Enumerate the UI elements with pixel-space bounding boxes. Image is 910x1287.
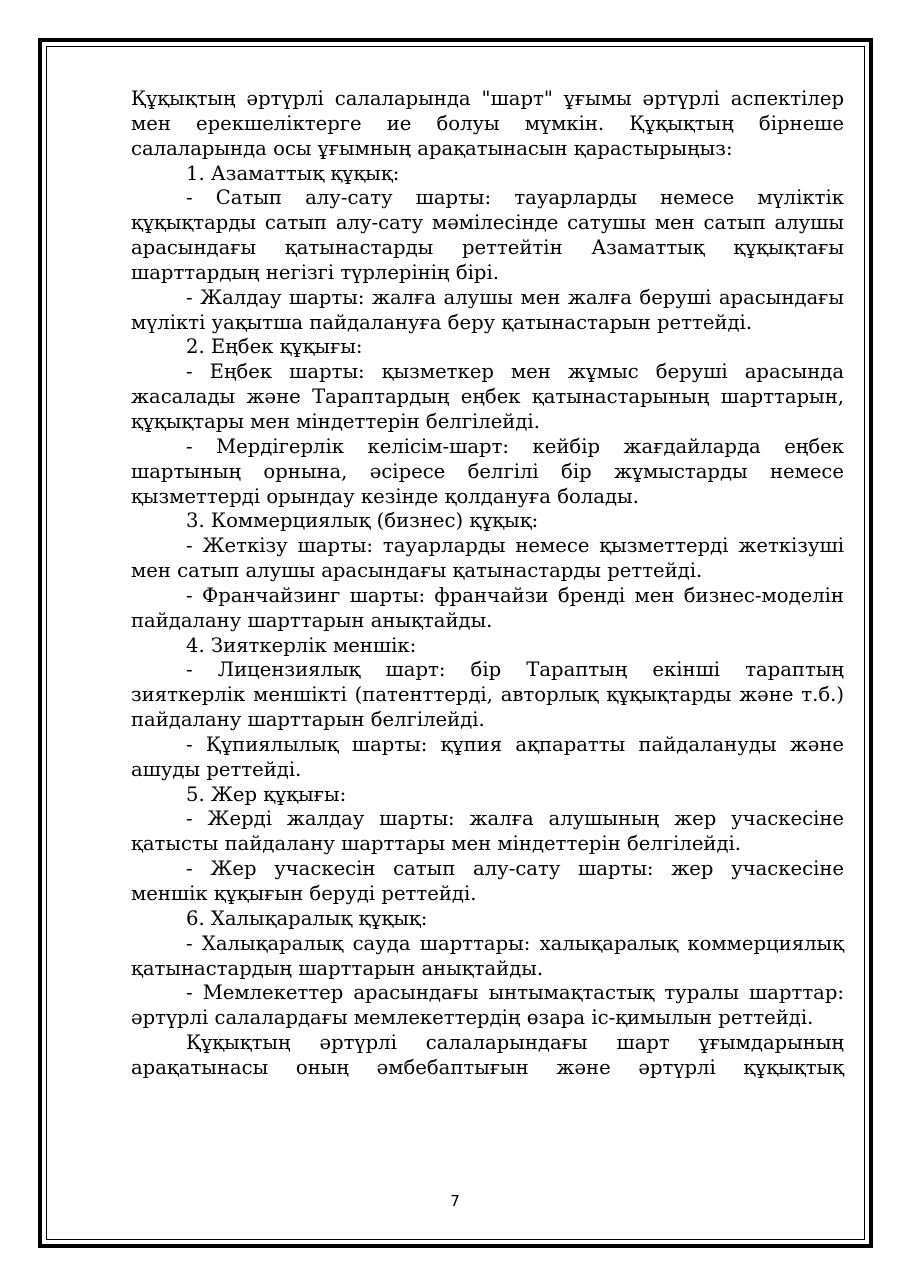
paragraph: 1. Азаматтық құқық: xyxy=(186,161,400,185)
paragraph: - Құпиялылық шарты: құпия ақпаратты пайдалануды және ашуды реттейді. xyxy=(131,732,844,781)
paragraph: - Жеткізу шарты: тауарларды немесе қызметтерді жеткізуші мен сатып алушы арасындағы қатынастарды реттейді. xyxy=(131,534,844,583)
paragraph: 6. Халықаралық құқық: xyxy=(186,906,428,930)
paragraph: - Мердігерлік келісім-шарт: кейбір жағдайларда еңбек шартының орнына, әсіресе белгілі бір жұмыстарды немесе қызметтерді орындау кезінде қолдануға болады. xyxy=(131,434,844,508)
paragraph: 2. Еңбек құқығы: xyxy=(186,335,363,359)
paragraph: Құқықтың әртүрлі салаларында "шарт" ұғымы әртүрлі аспектілер мен ерекшеліктерге ие болуы мүмкін. Құқықтың бірнеше салаларында осы ұғымның арақатынасын қарастырыңыз: xyxy=(131,87,844,160)
paragraph: Құқықтың әртүрлі салаларындағы шарт ұғымдарының арақатынасы оның әмбебаптығын және әртүрлі құқықтық xyxy=(131,1031,844,1079)
paragraph: - Франчайзинг шарты: франчайзи бренді мен бизнес-моделін пайдалану шарттарын анықтайды. xyxy=(131,583,844,632)
document-body xyxy=(131,87,844,1081)
paragraph: - Лицензиялық шарт: бір Тараптың екінші тараптың зияткерлік меншікті (патенттерді, авторлық құқықтарды және т.б.) пайдалану шарттарын белгілейді. xyxy=(131,658,844,732)
paragraph: - Мемлекеттер арасындағы ынтымақтастық туралы шарттар: әртүрлі салалардағы мемлекеттердің өзара іс-қимылын реттейді. xyxy=(131,981,844,1030)
paragraph: - Халықаралық сауда шарттары: халықаралық коммерциялық қатынастардың шарттарын анықтайды. xyxy=(131,931,844,980)
paragraph: - Сатып алу-сату шарты: тауарларды немесе мүліктік құқықтарды сатып алу-сату мәмілесінде сатушы мен сатып алушы арасындағы қатынастарды реттейтін Азаматтық құқықтағы шарттардың негізгі түрлерінің бірі. xyxy=(131,186,844,284)
paragraph: 3. Коммерциялық (бизнес) құқық: xyxy=(186,509,539,533)
paragraph: - Жер учаскесін сатып алу-сату шарты: жер учаскесіне меншік құқығын беруді реттейді. xyxy=(131,857,844,905)
paragraph: - Еңбек шарты: қызметкер мен жұмыс беруші арасында жасалады және Тараптардың еңбек қатынастарының шарттарын, құқықтары мен міндеттерін белгілейді. xyxy=(131,360,844,433)
paragraph: 5. Жер құқығы: xyxy=(186,782,347,806)
paragraph: - Жалдау шарты: жалға алушы мен жалға беруші арасындағы мүлікті уақытша пайдалануға беру қатынастарын реттейді. xyxy=(131,285,844,334)
paragraph: - Жерді жалдау шарты: жалға алушының жер учаскесіне қатысты пайдалану шарттары мен міндеттерін белгілейді. xyxy=(131,807,844,856)
paragraph: 4. Зияткерлік меншік: xyxy=(186,633,417,657)
page-number: 7 xyxy=(450,1192,460,1210)
